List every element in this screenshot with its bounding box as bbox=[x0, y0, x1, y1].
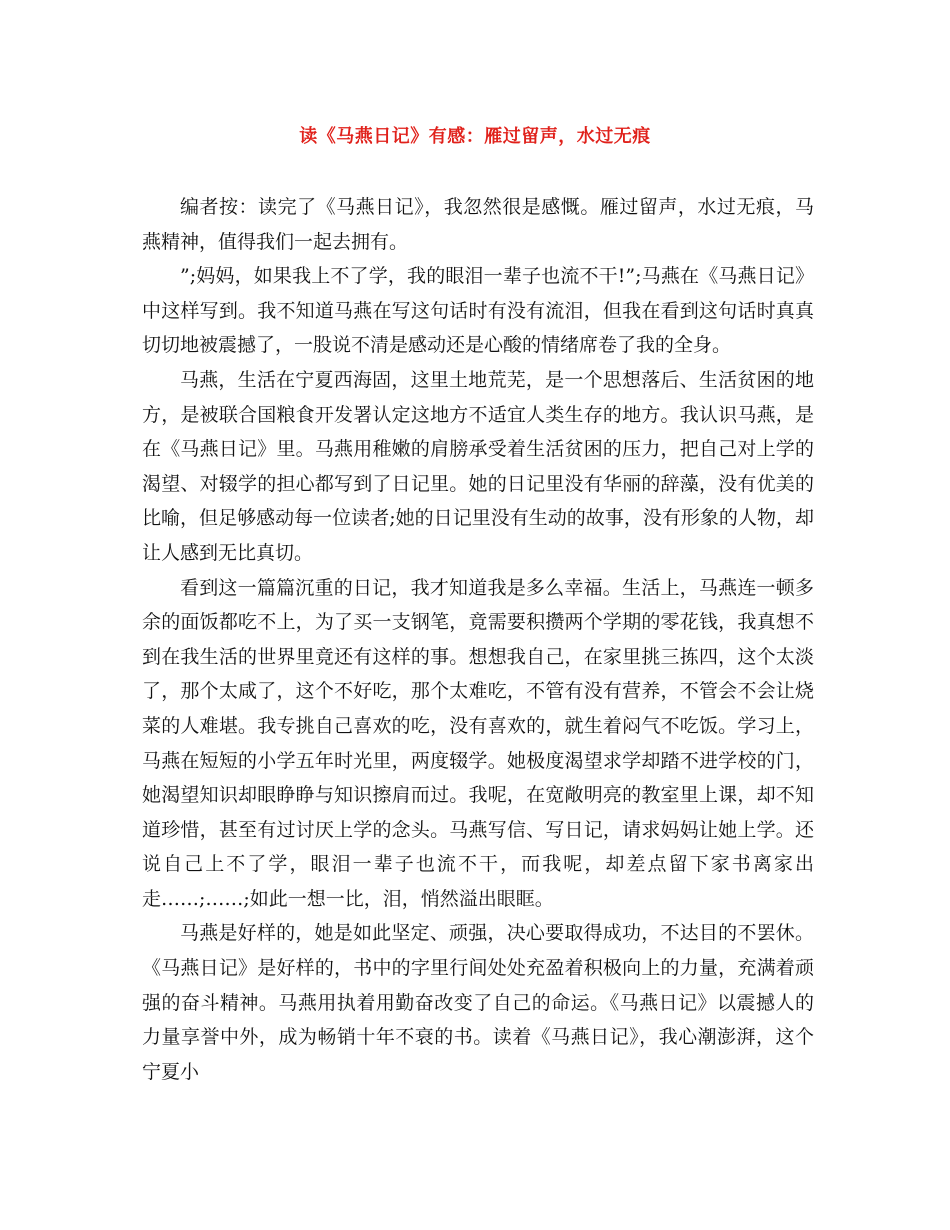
document-title: 读《马燕日记》有感：雁过留声，水过无痕 bbox=[299, 126, 651, 147]
paragraph-quote: ”;妈妈，如果我上不了学，我的眼泪一辈子也流不干!”;马燕在《马燕日记》中这样写到。我不知道马燕在写这句话时有没有流泪，但我在看到这句话时真真切切地被震撼了，一股说不清是感动还是心酸的情绪席卷了我的全身。 bbox=[142, 265, 814, 357]
paragraph-conclusion: 马燕是好样的，她是如此坚定、顽强，决心要取得成功，不达目的不罢休。《马燕日记》是好样的，书中的字里行间处处充盈着积极向上的力量，充满着顽强的奋斗精神。马燕用执着用勤奋改变了自己的命运。《马燕日记》以震撼人的力量享誉中外，成为畅销十年不衰的书。读着《马燕日记》，我心潮澎湃，这个宁夏小 bbox=[142, 922, 814, 1083]
paragraph-ma-yan-intro: 马燕，生活在宁夏西海固，这里土地荒芜，是一个思想落后、生活贫困的地方，是被联合国粮食开发署认定这地方不适宜人类生存的地方。我认识马燕，是在《马燕日记》里。马燕用稚嫩的肩膀承受着生活贫困的压力，把自己对上学的渴望、对辍学的担心都写到了日记里。她的日记里没有华丽的辞藻，没有优美的比喻，但足够感动每一位读者;她的日记里没有生动的故事，没有形象的人物，却让人感到无比真切。 bbox=[142, 368, 814, 564]
paragraph-reflection: 看到这一篇篇沉重的日记，我才知道我是多么幸福。生活上，马燕连一顿多余的面饭都吃不上，为了买一支钢笔，竟需要积攒两个学期的零花钱，我真想不到在我生活的世界里竟还有这样的事。想想我自己，在家里挑三拣四，这个太淡了，那个太咸了，这个不好吃，那个太难吃，不管有没有营养，不管会不会让烧菜的人难堪。我专挑自己喜欢的吃，没有喜欢的，就生着闷气不吃饭。学习上，马燕在短短的小学五年时光里，两度辍学。她极度渴望求学却踏不进学校的门，她渴望知识却眼睁睁与知识擦肩而过。我呢，在宽敞明亮的教室里上课，却不知道珍惜，甚至有过讨厌上学的念头。马燕写信、写日记，请求妈妈让她上学。还说自己上不了学，眼泪一辈子也流不干，而我呢，却差点留下家书离家出走……;……;如此一想一比，泪，悄然溢出眼眶。 bbox=[142, 576, 814, 910]
paragraph-editor-note: 编者按：读完了《马燕日记》，我忽然很是感慨。雁过留声，水过无痕，马燕精神，值得我们一起去拥有。 bbox=[142, 196, 814, 253]
document-body bbox=[142, 190, 814, 1089]
